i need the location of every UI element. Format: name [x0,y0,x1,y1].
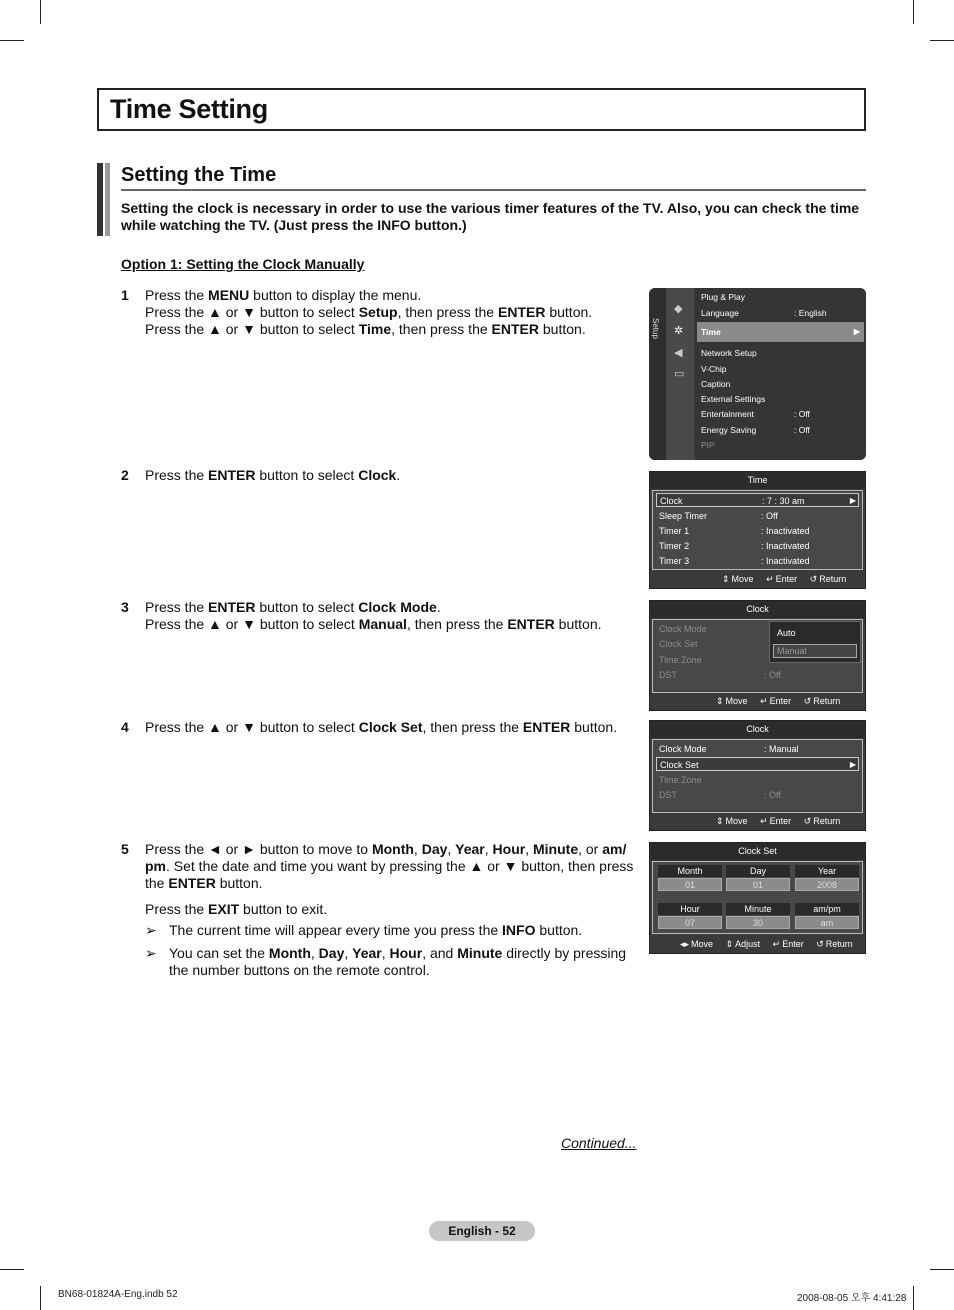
note-arrow-icon: ➢ [145,945,157,961]
field-label-ampm: am/pm [795,903,859,915]
clock-item-dst[interactable]: DST : Off [659,790,781,800]
field-label-minute: Minute [726,903,790,915]
step-number: 1 [121,287,129,303]
clock-item-clock-set[interactable]: Clock Set [659,639,698,649]
screen-header: Clock [650,721,865,738]
field-label-month: Month [658,865,722,877]
note-1: ➢ The current time will appear every time you press the INFO button. [145,922,583,938]
return-icon: ↺ [803,816,812,826]
crop-mark [930,40,954,41]
step-3-text: Press the ENTER button to select Clock Mode. Press the ▲ or ▼ button to select Manual, then press the ENTER button. [145,599,602,632]
note-2: ➢ You can set the Month, Day, Year, Hour, and Minute directly by pressing the number buttons on the remote control. [145,945,627,978]
move-icon: ⇕ [716,696,724,706]
option-manual[interactable]: Manual [773,644,857,658]
screen-footer: ◂▸ Move ⇕ Adjust ↵ Enter ↺ Return [680,939,853,949]
left-right-icon: ◂▸ [680,939,690,949]
step-5-text: Press the ◄ or ► button to move to Month, Day, Year, Hour, Minute, or am/ pm. Set the date and time you want by pressing the ▲ or ▼ button, then press the ENTER button. Press the EXIT button to exit. [145,841,634,917]
move-icon: ⇕ [722,574,730,584]
step-number: 5 [121,841,129,857]
return-icon: ↺ [809,574,818,584]
time-item-timer-3[interactable]: Timer 3 : Inactivated [659,556,810,566]
enter-icon: ↵ [760,816,768,826]
screen-header: Clock Set [650,843,865,860]
print-timestamp: 2008-08-05 오후 4:41:28 [797,1293,907,1304]
time-item-timer-2[interactable]: Timer 2 : Inactivated [659,541,810,551]
time-item-clock[interactable]: Clock : 7 : 30 am ▶ [656,493,859,507]
clock-item-clock-mode[interactable]: Clock Mode : Manual [659,744,799,754]
option-auto[interactable]: Auto [777,628,796,638]
intro-text: Setting the clock is necessary in order to use the various timer features of the TV. Also, you can check the time while watching the TV. (Just press the INFO button.) [121,200,860,233]
up-down-icon: ⇕ [725,939,734,949]
step-4-text: Press the ▲ or ▼ button to select Clock Set, then press the ENTER button. [145,719,618,735]
option-title: Option 1: Setting the Clock Manually [121,256,365,272]
enter-icon: ↵ [772,939,781,949]
application-icon: ▭ [674,368,685,380]
crop-mark [913,1286,914,1310]
menu-item-entertainment[interactable]: Entertainment : Off [701,409,810,419]
screen-footer: ⇕ Move ↵ Enter ↺ Return [716,696,841,706]
section-bar [105,163,110,236]
step-number: 3 [121,599,129,615]
page-title-box [97,88,866,131]
clock-mode-screen [649,600,866,711]
enter-icon: ↵ [766,574,774,584]
return-icon: ↺ [816,939,824,949]
screen-footer: ⇕ Move ↵ Enter ↺ Return [716,816,841,826]
crop-mark [913,0,914,24]
move-icon: ⇕ [716,816,724,826]
crop-mark [40,0,41,24]
section-title: Setting the Time [121,164,277,186]
field-label-year: Year [795,865,859,877]
page-title: Time Setting [110,94,268,124]
clock-item-clock-mode[interactable]: Clock Mode [659,624,707,634]
ampm-field[interactable]: am [795,916,859,929]
clock-item-time-zone[interactable]: Time Zone [659,655,702,665]
field-label-hour: Hour [658,903,722,915]
picture-icon: ◆ [674,303,683,315]
hour-field[interactable]: 07 [658,916,722,929]
clock-mode-popup [769,621,861,663]
arrow-right-icon: ▶ [853,327,860,336]
menu-item-network-setup[interactable]: Network Setup [701,348,757,358]
time-menu-screen [649,471,866,589]
file-info: BN68-01824A-Eng.indb 52 [58,1289,178,1300]
year-field[interactable]: 2008 [795,878,859,891]
menu-item-energy-saving[interactable]: Energy Saving : Off [701,425,810,435]
clock-set-screen [649,842,866,954]
return-icon: ↺ [803,696,812,706]
menu-item-v-chip[interactable]: V-Chip [701,364,727,374]
time-item-timer-1[interactable]: Timer 1 : Inactivated [659,526,810,536]
page-number: English - 52 [429,1221,535,1241]
day-field[interactable]: 01 [726,878,790,891]
section-rule [121,189,866,191]
step-2-text: Press the ENTER button to select Clock. [145,467,401,483]
menu-item-plug-and-play[interactable]: Plug & Play [701,292,745,302]
menu-item-pip[interactable]: PIP [701,440,715,450]
arrow-right-icon: ▶ [849,496,856,505]
setup-side-label: Setup [651,318,660,339]
screen-footer: ⇕ Move ↵ Enter ↺ Return [722,574,847,584]
step-1-text: Press the MENU button to display the menu. Press the ▲ or ▼ button to select Setup, then press the ENTER button. Press the ▲ or ▼ button to select Time, then press the ENTER button. [145,287,593,337]
menu-item-caption[interactable]: Caption [701,379,731,389]
crop-mark [40,1286,41,1310]
field-label-day: Day [726,865,790,877]
crop-mark [0,1269,24,1270]
time-item-sleep-timer[interactable]: Sleep Timer : Off [659,511,778,521]
step-number: 4 [121,719,129,735]
clock-item-dst[interactable]: DST : Off [659,670,781,680]
screen-header: Time [650,472,865,489]
crop-mark [0,40,24,41]
crop-mark [930,1269,954,1270]
menu-item-time[interactable]: Time ▶ [697,322,864,342]
step-number: 2 [121,467,129,483]
clock-set-select-screen [649,720,866,831]
gear-icon: ✲ [674,325,684,337]
menu-item-language[interactable]: Language : English [701,308,827,318]
arrow-right-icon: ▶ [849,760,856,769]
input-icon: ◀ [674,347,683,359]
note-arrow-icon: ➢ [145,922,157,938]
section-bar [97,163,103,236]
menu-item-external-settings[interactable]: External Settings [701,394,766,404]
continued-label: Continued... [561,1135,637,1151]
screen-header: Clock [650,601,865,618]
clock-item-clock-set[interactable]: Clock Set ▶ [656,757,859,771]
month-field[interactable]: 01 [658,878,722,891]
minute-field[interactable]: 30 [726,916,790,929]
setup-menu-screen [649,288,866,460]
enter-icon: ↵ [760,696,768,706]
clock-item-time-zone[interactable]: Time Zone [659,775,702,785]
